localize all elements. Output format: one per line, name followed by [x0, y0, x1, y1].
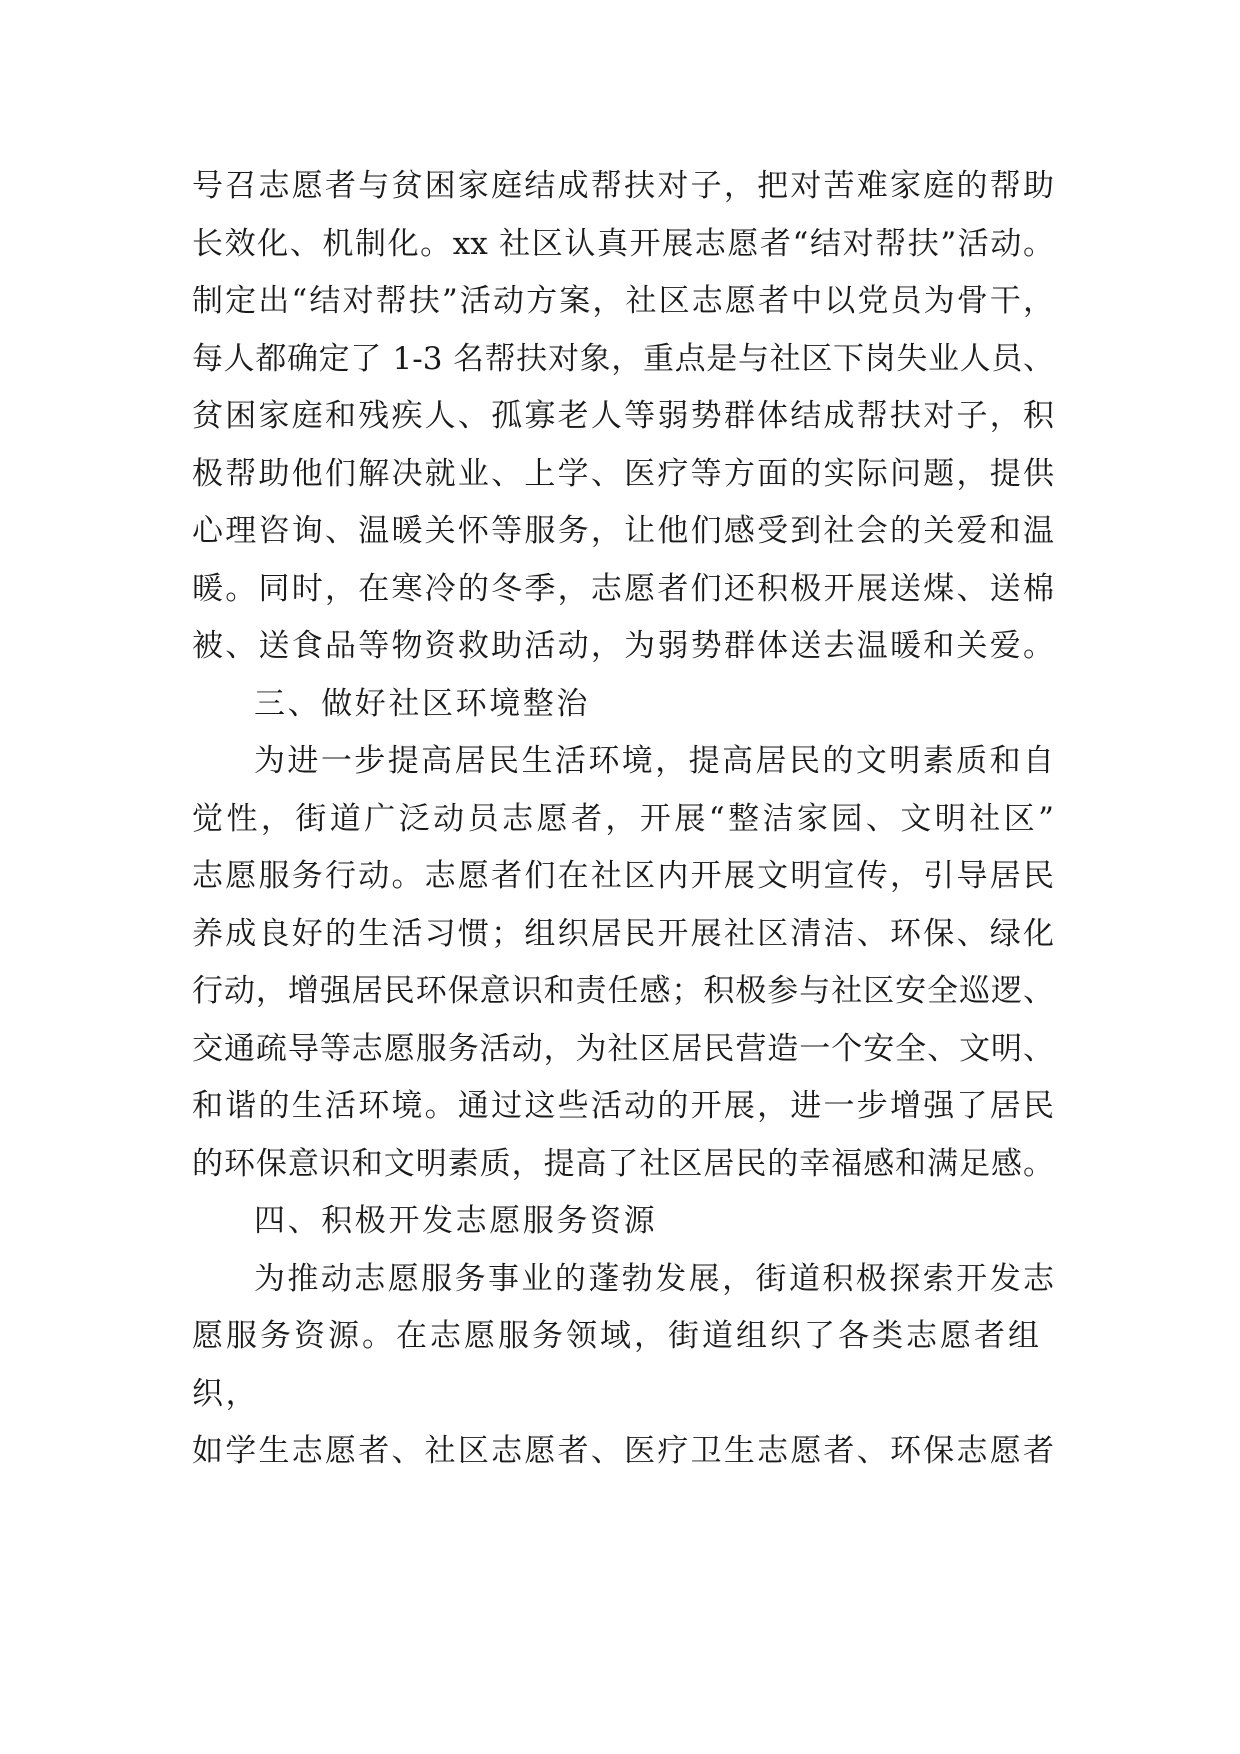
- paragraph-line: 如学生志愿者、社区志愿者、医疗卫生志愿者、环保志愿者: [192, 1433, 1054, 1469]
- paragraph-line: 极帮助他们解决就业、上学、医疗等方面的实际问题，提供: [192, 455, 1054, 492]
- paragraph-line: 觉性，街道广泛动员志愿者，开展“整洁家园、文明社区”: [192, 800, 1054, 837]
- paragraph-line: 行动，增强居民环保意识和责任感；积极参与社区安全巡逻、: [192, 973, 1054, 1009]
- section-heading: 四、积极开发志愿服务资源: [254, 1203, 658, 1239]
- paragraph-line: 的环保意识和文明素质，提高了社区居民的幸福感和满足感。: [192, 1145, 1054, 1182]
- paragraph-line: 被、送食品等物资救助活动，为弱势群体送去温暖和关爱。: [192, 628, 1054, 664]
- paragraph-line: 为进一步提高居民生活环境，提高居民的文明素质和自: [254, 743, 1054, 779]
- paragraph-line: 制定出“结对帮扶”活动方案，社区志愿者中以党员为骨干，: [192, 283, 1054, 319]
- paragraph-line: 养成良好的生活习惯；组织居民开展社区清洁、环保、绿化: [192, 915, 1054, 952]
- paragraph-line: 愿服务资源。在志愿服务领域，街道组织了各类志愿者组: [192, 1318, 1042, 1354]
- paragraph-line: 每人都确定了 1-3 名帮扶对象，重点是与社区下岗失业人员、: [192, 340, 1054, 377]
- paragraph-line: 长效化、机制化。xx 社区认真开展志愿者“结对帮扶”活动。: [192, 225, 1054, 262]
- paragraph-line: 号召志愿者与贫困家庭结成帮扶对子，把对苦难家庭的帮助: [192, 168, 1054, 204]
- paragraph-line: 志愿服务行动。志愿者们在社区内开展文明宣传，引导居民: [192, 858, 1054, 894]
- paragraph-line: 为推动志愿服务事业的蓬勃发展，街道积极探索开发志: [254, 1260, 1054, 1297]
- paragraph-line: 和谐的生活环境。通过这些活动的开展，进一步增强了居民: [192, 1088, 1054, 1124]
- body-text: [192, 158, 1054, 1481]
- paragraph-line: 暖。同时，在寒冷的冬季，志愿者们还积极开展送煤、送棉: [192, 570, 1054, 607]
- section-heading: 三、做好社区环境整治: [254, 685, 590, 722]
- paragraph-line: 贫困家庭和残疾人、孤寡老人等弱势群体结成帮扶对子，积: [192, 398, 1054, 434]
- paragraph-line: 织，: [192, 1375, 260, 1412]
- paragraph-line: 交通疏导等志愿服务活动，为社区居民营造一个安全、文明、: [192, 1030, 1054, 1067]
- paragraph-line: 心理咨询、温暖关怀等服务，让他们感受到社会的关爱和温: [192, 513, 1054, 549]
